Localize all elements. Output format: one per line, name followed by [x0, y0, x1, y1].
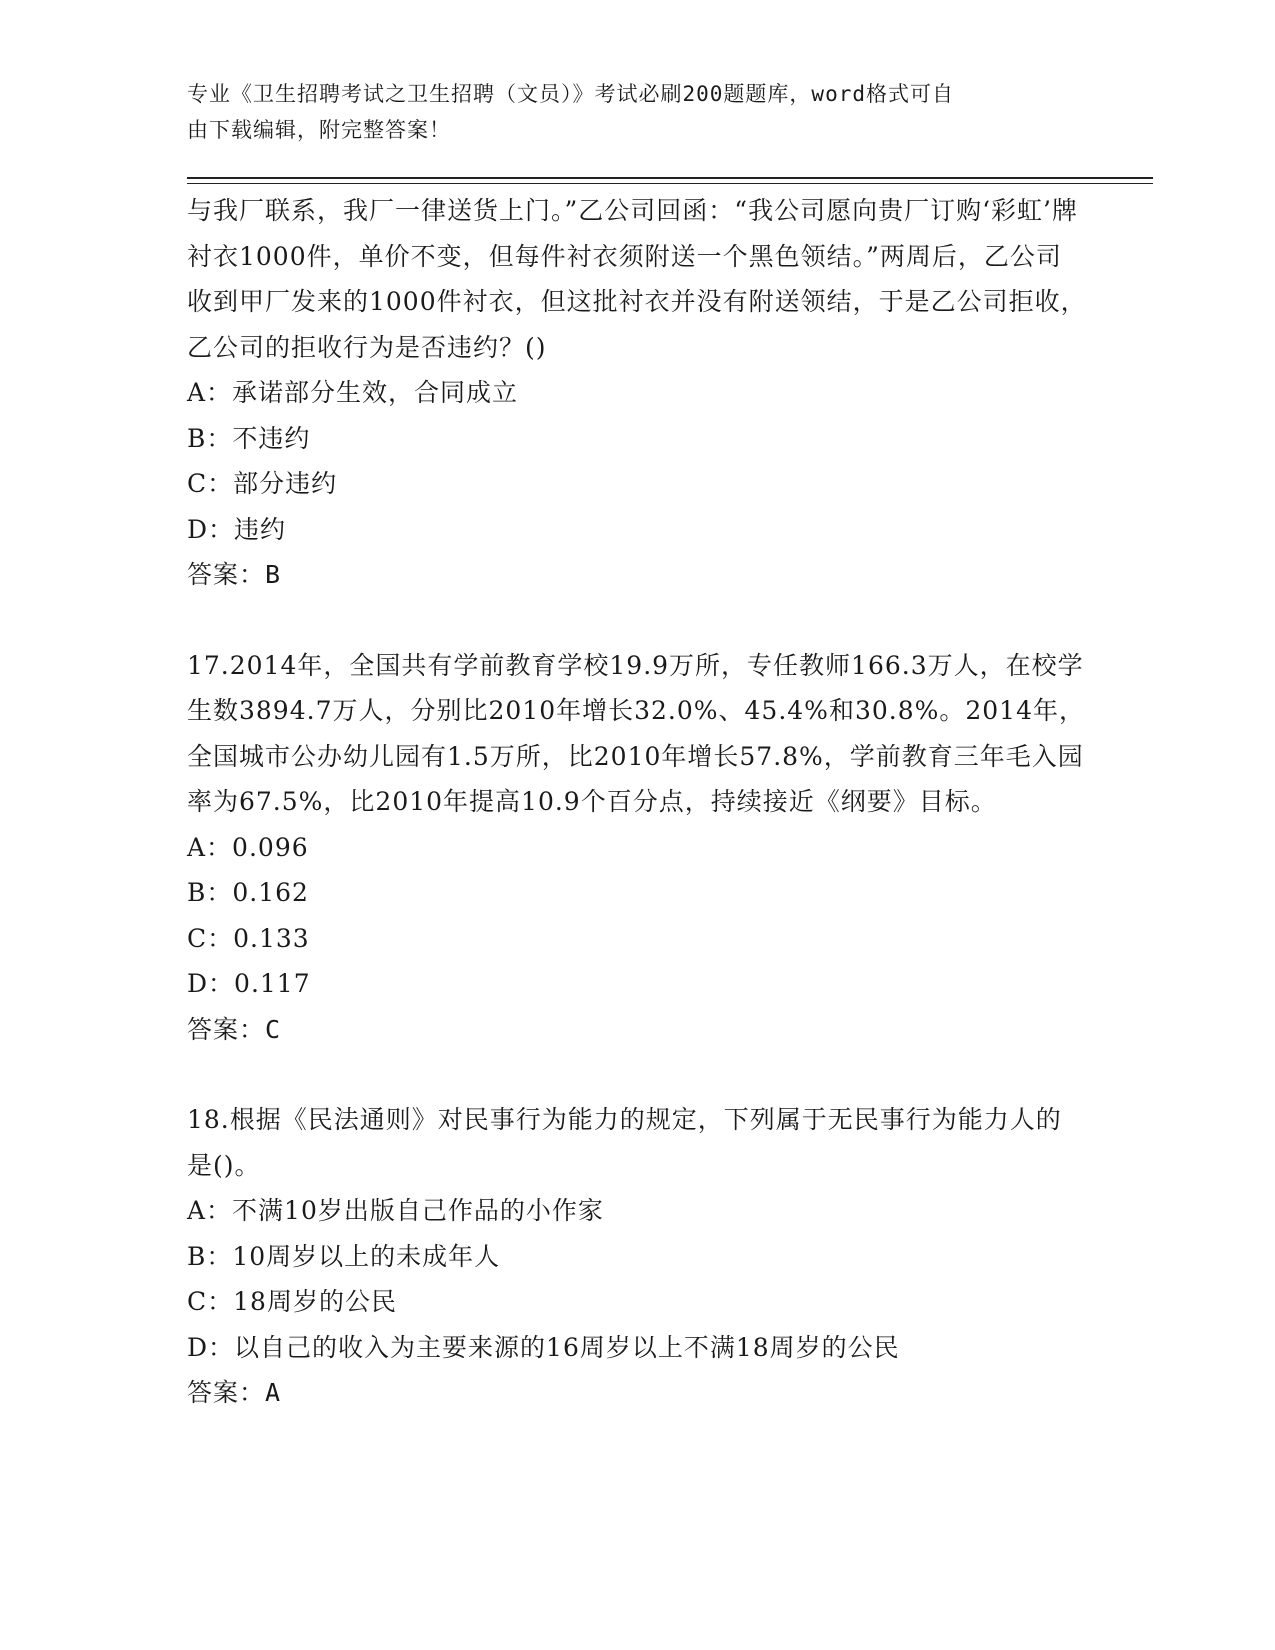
header-title-line1: 专业《卫生招聘考试之卫生招聘（文员）》考试必刷200题题库，word格式可自: [187, 82, 954, 106]
question-17: [187, 643, 1087, 1053]
question-18-text: 18.根据《民法通则》对民事行为能力的规定，下列属于无民事行为能力人的是()。: [187, 1105, 1062, 1180]
header-title-line2: 由下载编辑，附完整答案！: [187, 118, 451, 142]
question-spacer: [187, 1052, 1087, 1097]
question-16-option-a: A：承诺部分生效，合同成立: [187, 378, 519, 407]
question-16-text: 与我厂联系，我厂一律送货上门。”乙公司回函：“我公司愿向贵厂订购‘彩虹’牌衬衣1000件，单价不变，但每件衬衣须附送一个黑色领结。”两周后，乙公司收到甲厂发来的1000件衬衣，但这批衬衣并没有附送领结，于是乙公司拒收，乙公司的拒收行为是否违约？(): [187, 196, 1087, 362]
question-17-answer: 答案：C: [187, 1014, 282, 1044]
question-16-answer: 答案：B: [187, 560, 282, 589]
question-18-answer: 答案：A: [187, 1378, 282, 1407]
question-17-option-a: A：0.096: [187, 832, 309, 862]
question-16-option-c: C：部分违约: [187, 469, 338, 498]
document-header: [187, 76, 1067, 148]
question-18-option-d: D：以自己的收入为主要来源的16周岁以上不满18周岁的公民: [187, 1332, 900, 1362]
question-16-option-d: D：违约: [187, 514, 287, 544]
question-17-option-c: C：0.133: [187, 923, 310, 953]
question-18: [187, 1097, 1087, 1416]
document-body: [187, 188, 1087, 1416]
question-16-option-b: B：不违约: [187, 423, 311, 453]
question-17-option-b: B：0.162: [187, 878, 309, 907]
question-17-text: 17.2014年，全国共有学前教育学校19.9万所，专任教师166.3万人，在校学生数3894.7万人，分别比2010年增长32.0%、45.4%和30.8%。2014年，全国城市公办幼儿园有1.5万所，比2010年增长57.8%，学前教育三年毛入园率为67.5%，比2010年提高10.9个百分点，持续接近《纲要》目标。: [187, 650, 1085, 816]
question-17-option-d: D：0.117: [187, 969, 311, 998]
question-18-option-a: A：不满10岁出版自己作品的小作家: [187, 1196, 604, 1225]
question-16: [187, 188, 1087, 598]
question-18-option-b: B：10周岁以上的未成年人: [187, 1241, 501, 1271]
question-18-option-c: C：18周岁的公民: [187, 1287, 397, 1316]
header-divider-thick: [187, 177, 1153, 179]
question-spacer: [187, 598, 1087, 643]
header-divider-thin: [187, 183, 1153, 184]
